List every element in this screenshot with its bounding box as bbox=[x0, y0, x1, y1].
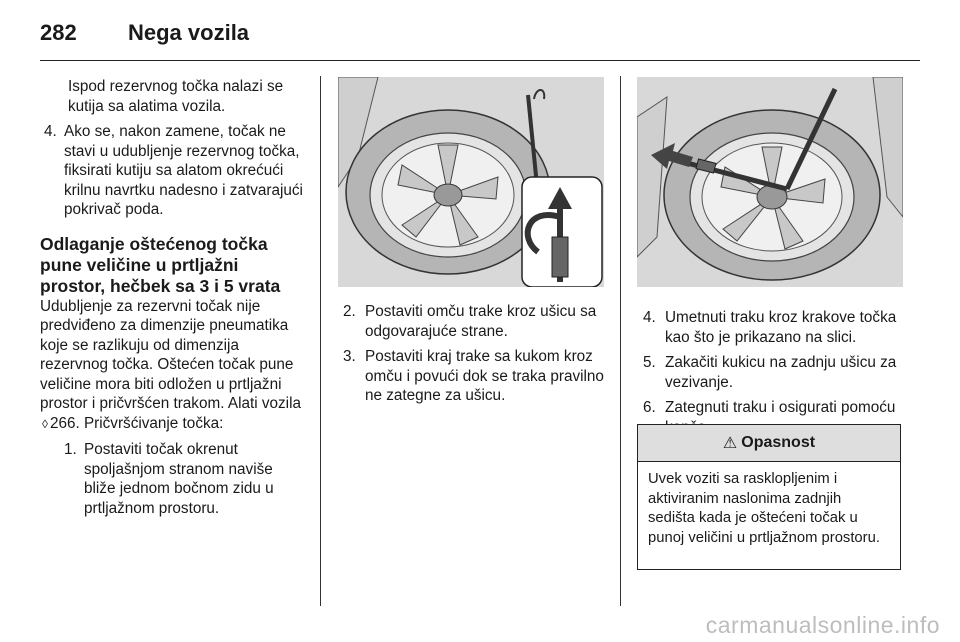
list-text: Postaviti kraj trake sa kukom kroz omču i povući dok se traka pravilno ne zategne za ušicu. bbox=[365, 348, 604, 404]
list-text: Zategnuti traku i osigurati pomoću bbox=[665, 399, 896, 416]
list-item bbox=[40, 122, 308, 220]
chapter-title: Nega vozila bbox=[128, 20, 250, 45]
list-item bbox=[337, 347, 605, 406]
page-reference-icon[interactable]: ◊ bbox=[42, 416, 48, 431]
list-number: 1. bbox=[64, 441, 77, 458]
body-text-reference: 266. Pričvršćivanje točka: bbox=[49, 414, 224, 432]
body-text: Udubljenje za rezervni točak nije predviđeno za dimenzije pneumatika koje se razlikuju od dimenzija rezervnog točka. Oštećen točak pune veličine mora biti odložen u prtljažni prostor i pričvršćen trakom. Alati vozila bbox=[40, 297, 301, 412]
warning-box bbox=[637, 424, 901, 570]
page-number: 282 bbox=[40, 20, 77, 45]
text-column-3 bbox=[637, 302, 905, 437]
watermark: carmanualsonline.info bbox=[705, 612, 940, 638]
list-text: Zakačiti kukicu na zadnju ušicu za vezivanje. bbox=[665, 354, 897, 391]
list-text: Umetnuti traku kroz krakove točka kao što je prikazano na slici. bbox=[665, 309, 897, 346]
list-item bbox=[637, 353, 905, 392]
list-number: 5. bbox=[643, 354, 656, 371]
list-number: 4. bbox=[44, 123, 57, 140]
list-item bbox=[40, 440, 308, 518]
list-text: Postaviti točak okrenut spoljašnjom stranom naviše bliže jednom bočnom zidu u prtljažnom prostoru. bbox=[84, 441, 274, 517]
list-item bbox=[337, 302, 605, 341]
list-text: Postaviti omču trake kroz ušicu sa odgovarajuće strane. bbox=[365, 303, 597, 340]
list-item bbox=[637, 308, 905, 347]
warning-header bbox=[638, 425, 900, 462]
lead-paragraph: Ispod rezervnog točka nalazi se kutija sa alatima vozila. bbox=[68, 78, 284, 115]
column-divider bbox=[620, 76, 621, 606]
warning-triangle-icon: ⚠ bbox=[722, 435, 738, 452]
list-number: 6. bbox=[643, 399, 656, 416]
wheel-hook-drawing bbox=[338, 77, 604, 287]
warning-text: Uvek voziti sa rasklopljenim i aktiviranim naslonima zadnjih sedišta kada je oštećeni točak u punoj veličini u prtljažnom prostoru. bbox=[648, 471, 880, 546]
list-number: 4. bbox=[643, 309, 656, 326]
body-paragraph bbox=[40, 297, 308, 435]
list-text: Ako se, nakon zamene, točak ne stavi u udubljenje rezervnog točka, fiksirati kutiju sa alatom okrećući krilnu navrtku nadesno i zatvarajući pokrivač poda. bbox=[64, 123, 303, 218]
wheel-spokes-drawing bbox=[637, 77, 903, 287]
illustration-wheel-strap-spokes bbox=[637, 77, 903, 287]
section-heading: Odlaganje oštećenog točka pune veličine u prtljažni prostor, hečbek sa 3 i 5 vrata bbox=[40, 233, 281, 296]
list-number: 3. bbox=[343, 348, 356, 365]
text-column-2 bbox=[337, 296, 605, 406]
page-header bbox=[40, 14, 920, 61]
illustration-wheel-strap-hook bbox=[338, 77, 604, 287]
warning-title: Opasnost bbox=[741, 434, 816, 451]
list-number: 2. bbox=[343, 303, 356, 320]
column-divider bbox=[320, 76, 321, 606]
text-column-1 bbox=[40, 77, 308, 518]
